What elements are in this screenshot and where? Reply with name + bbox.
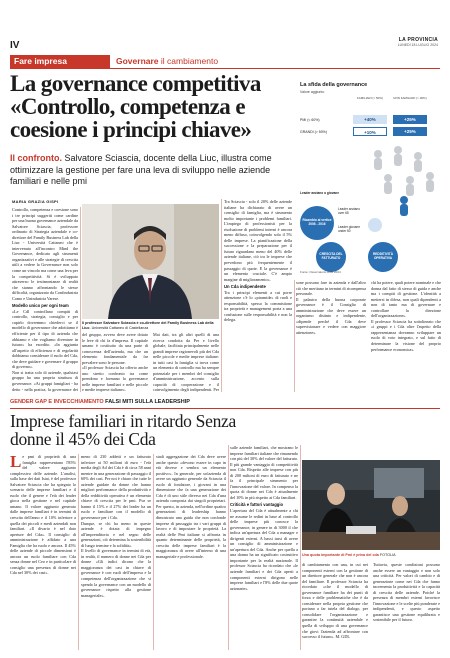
- caption-rest: . Università Cattaneo di Castellanza: [89, 325, 149, 330]
- meeting-photo: [302, 460, 440, 550]
- dropcap: L: [10, 454, 22, 471]
- label-leader: Leader anziano o giovane: [300, 191, 339, 195]
- col-header-familiari: FAMILIARI (> 50%): [357, 96, 383, 100]
- article2-col4-b: L'apertura del Cda è attualmente a chi ne assume le redini in base al controllo delle imprese più conosce la governance, in genere in di 3000 il che indica un'apertura del Cda a manager e dirigenti esterni. A bassi tassi di avere un consiglio di amministrazione e un'apertura del Cda. Anche per quella a una donna ha un significato costruttivo importante per la realtà nazionale. Il professor Sciascia ha ricordato che «le aziende familiari e dei Cda aperti a componenti esterni dirigono nelle imprese familiari e l'8% delle due quote azionarie».: [230, 508, 298, 591]
- article2-column-5: [302, 562, 368, 650]
- portrait-photo: [82, 204, 219, 319]
- article-column-5: [296, 280, 366, 392]
- col1-paragraph-b: «Le Cdl controllano compiti di controllo, strategia, consiglio e per capirlo dovremmo chiederci se il modello di governance che adottiamo è efficiente per il tipo di azienda che abbiamo e che vogliamo diventare in futuro» ha esordito. «In aggiunta all'aspetto di efficienza e di regolarità dobbiamo considerare il ruolo del Cda, che deve guidare e governare il gruppo di governo».: [12, 308, 78, 370]
- caption2-rest: FOTOLIA: [378, 553, 396, 557]
- article2-col4-a: sulle aziende familiari, che mostrano le imprese familiari italiane che rimanendo con più del 30% del valore del fatturato. Il più grande vantaggio di competitività non Cda. Rispetto alle imprese con più di 200 milioni di euro di fatturato e ne fa il principale strumento per l'innovazione del valore. In compenso la quota di donne nei Cda è attualmente del 10% in più rispetto ai Cda familiari.: [230, 445, 298, 500]
- article2-column-2: [81, 454, 151, 650]
- section2-tag-rest: FALSI MITI SULLA LEADERSHIP: [103, 399, 190, 405]
- article2-headline: Imprese familiari in ritardo Senza donne il 45% dei Cda: [10, 411, 236, 450]
- cell-pmi-familiari: +40%: [353, 115, 387, 124]
- column-rule: [228, 445, 229, 650]
- article-column-4: [224, 199, 292, 392]
- section2-kicker: [10, 399, 440, 405]
- infographic: [296, 80, 441, 276]
- kicker-rule: [10, 68, 440, 69]
- col5-paragraph-b: Il palastro della buona corporate governance è il Consiglio di amministrazione che deve essere un organismo distinto e indipendente, «dipende perché il Cda deve supervisionare e vedere con maggiore attenzione».: [296, 296, 366, 335]
- section2-tag: GENDER GAP E INVECCHIAMENTO: [10, 399, 104, 405]
- article2-col4-subhead: Criticità e fattori vantaggio: [230, 502, 284, 508]
- article2-column-1: [10, 454, 76, 650]
- article2-column-6: [373, 562, 440, 650]
- article-column-3: [153, 332, 219, 392]
- column-rule: [78, 454, 79, 650]
- article2-col3: stadi aggregazione dei Cda deve avere anche questo «devono essere in capo in età diverse e sembra un elemento positivo». In generale, per un'azienda di avere un aggiunto generale da Sciascia il ruolo di fondatore, i giovani in una dimensione che fa una generazione dei Cda è di uno stile diverso nei Cda d'una azienda composta dai singoli proprietari. Per questo, in azienda, nell'ordine quattro generazioni di leadership hanno dimostrato una guida che non confonde imprese di passaggio tra i vari gruppi di lavoro e di impostare le proprietà. La realtà delle Pmi italiane si affronta in quanto determinante delle proprietà, la crescita delle imprese familiari è la maggioranza di avere all'interno di una manageriale e professionale.: [156, 454, 226, 559]
- column-rule: [221, 199, 222, 392]
- byline: MARIA GRAZIA GISPI: [12, 199, 59, 204]
- small-bubble: [368, 218, 382, 232]
- article-column-1: [12, 207, 78, 392]
- infographic-subtitle: Valore aggiunto: [300, 90, 325, 94]
- infographic-source: Fonte: Osservatorio AUB 2024: [300, 270, 341, 274]
- article2-column-4: [230, 445, 298, 650]
- col2-paragraph-b: «Il professor Sciascia ha offerto anche uno stretto confronto tra come prendono e formano la governance nelle imprese familiari e nelle piccole e medie imprese italiane».: [82, 365, 148, 392]
- label-leader-giovane: Leader giovane under 50: [338, 225, 360, 233]
- topic-bold: Governare: [116, 56, 159, 66]
- photo-caption: [82, 321, 219, 330]
- circle-crescita: CRESCITA DEL FATTURATO: [316, 242, 346, 272]
- column-rule: [300, 445, 301, 650]
- photo2-caption: [302, 553, 440, 557]
- col6-paragraph-b: Il professor Sciascia ha sottolineato che «i gruppi e i Cda oltre l'aspetto della rappresentanza dovranno sviluppare un ruolo di voto integrato, e sul fatto di determinare la visione del proprio performance economica».: [371, 318, 441, 352]
- section-label: Fare impresa: [10, 55, 110, 68]
- col6-paragraph-a: chi ha potere, quali potere nominale e che donna dal fatto di stesso di guida e anche ma i compiti di gestione. L'identità a mettersi in difesa, non quali dipendenti a non di tanto ma di governare e controllare la direzione dell'organizzazione».: [371, 280, 441, 319]
- circle-ricambio: Ricambio al vertice 2008 - 2016: [300, 206, 334, 240]
- article2-col6: Tuttavia, queste condizioni possono anche essere un vantaggio e non solo una criticità. Per valori di cambio e di generazione come nei Cda che fanno incrementa la produttività e la capacità di crescita delle aziende. Poiché la presenza di membri esterni favorisce l'innovazione e le scelte più ponderate e indipendenti, e questo aspetto garantisce una gestione equilibrata e sostenibile per il futuro.: [373, 562, 440, 623]
- col3-paragraph: Mai dati, tra gli altri quelli di una ricerca condotta da Per e livello globale, facilitata principalmente nelle grandi imprese ragionevoli più dei Cda nelle piccole e medie imprese italiane: in tutti casi la famiglia si trova come un elemento di controllo ma ha sempre potenziale per i membri del consiglio d'amministrazione, accento sulla capacità di cooperazione e il coinvolgimento degli indipendenti. Per: [153, 332, 219, 392]
- column-rule: [153, 454, 154, 650]
- row-label-pmi: PMI (< 60%): [300, 118, 320, 122]
- article-headline: La governance competitiva «Controllo, competenza e coesione i principi chiave»: [10, 71, 261, 143]
- summary-text: Salvatore Sciascia, docente della Liuc, illustra come ottimizzare la gestione per fare una leva di sviluppo nelle aziende familiari e nelle pmi: [10, 153, 272, 187]
- figures-illustration: [364, 142, 440, 218]
- cell-grandi-non-familiari: +25%: [393, 127, 427, 136]
- col4-paragraph-a: Tra Sciascia - solo il 20% delle aziende italiane ha dichiarato di avere un consiglio di famiglia, ma è strumento molto importante i problemi familiari. L'impiego di professionisti per la risoluzione di problemi interni è ancora meno diffuso, coinvolgendo solo il 5% delle imprese. La pianificazione della successione e la preparazione per il futuro riguardano meno del 40% delle aziende italiane, ciò tra le imprese che prevedono più frequentemente il passaggio di quote. E la governance è un elemento cruciale. C'è ampio margine di miglioramento».: [224, 199, 292, 282]
- col1-subhead: Modello unico per ogni team: [12, 303, 69, 309]
- col5-paragraph-a: sone possono fare in azienda e dall'altro ciò che meritano in termini di ricompensa personale.: [296, 280, 366, 297]
- column-rule: [80, 207, 81, 392]
- article-summary: [10, 153, 300, 188]
- topic-label: [114, 55, 220, 68]
- col4-paragraph-b: Tra i principi elementi a cui porre attenzione c'è lo «piramide» di ruoli e responsabilità, spesso la commistione tra proprietà e management porta a una confusione sulle responsabilità e non la delega.: [224, 289, 292, 323]
- col1-paragraph-c: Non si tratta solo di aziende, qualsiasi gruppo ha una propria struttura di governance. «Ai gruppi famigliari - ha detto - nella pratica, la governance dei: [12, 369, 78, 392]
- masthead: [398, 37, 438, 47]
- col-header-non-familiari: NON FAMILIARI (> 30%): [393, 96, 427, 100]
- col2-paragraph-a: del gruppo, avvero deve avere dotato le leve di chi fa d'impresa. Il capitale umano è costituito da una parte di conoscenza dell'azienda, ma che un elemento fondamentale da far prevalere sono le persone.: [82, 332, 148, 365]
- article2-col1-text: e pmi di proprietà di una famiglia rappresentano l'85% del valore aggiunto complessivo delle aziende. L'analisi, sulla base dei dati Istat, è del professor Salvatore Sciascia che ha spiegato lo scenario delle imprese familiari e il ruolo che il genere e l'età dei leader gioca nella gestione e nel capitale umano. Il valore aggiunto generato dalle imprese familiari è in termini di crescita dell'anno e il 10% inferiore a quella dei piccoli e medi aziendali non familiari. «Il divario è nel dato aperture del Cda». Il consiglio di amministrazione è affidato a una Famiglia che ha ruolo e ancora. Il 45% delle aziende di piccole dimensioni è ancora un ruolo familiare con Cda senza donne nel Ceo e in particolare di consiglio una presenza di donne nei Cda nel 30% dei casi».: [10, 454, 76, 576]
- col1-paragraph-a: Controllo, competenza e coesione sono i tre principi suggeriti come cardine per una buona governance aziendale da Salvatore Sciascia, professore ordinario di Strategia aziendale e co-direttore del Family Business Lab della Liuc - Università Cattaneo che è intervenuto all'incontro Mind the Governance, dedicato agli strumenti organizzativi e alle strategie di crescita utili a vedere la Governance non solo come un vincolo ma come una leva per la competitività. Si è sviluppato attraverso le testimonianze di realtà che stanno affrontando le stesse difficoltà, organizzato da Confindustria Como e Unindustria Varese.: [12, 207, 78, 301]
- page-number: IV: [10, 40, 20, 51]
- meeting-image: [302, 460, 440, 550]
- article2-column-3: [156, 454, 226, 650]
- issue-date: LUNEDÌ 18 LUGLIO 2024: [397, 43, 438, 47]
- article2-col2-b: Dunque, se chi ha meno in queste aziende è dotata di impegno all'imprenditoria e nel segno delle generazioni, ciò determina la sostenibilità di lungo termine e la solidità».: [81, 520, 151, 548]
- portrait-image: [82, 204, 219, 319]
- infographic-title: La sfida della governance: [300, 82, 368, 88]
- circle-redditivita: REDDITIVITÀ OPERATIVA: [368, 242, 398, 272]
- caption2-bold: Una quota importante di Pmi è priva del cda: [302, 553, 379, 557]
- column-rule: [294, 280, 295, 392]
- caption-bold: Il professor Salvatore Sciascia è co-direttore del Family Business Lab della Liuc: [82, 321, 214, 330]
- topic-rest: il cambiamento: [158, 56, 219, 66]
- cell-grandi-familiari: +10%: [353, 127, 387, 136]
- article-column-6: [371, 280, 441, 392]
- brand-name: LA PROVINCIA: [398, 37, 438, 43]
- section-kicker: [10, 55, 440, 68]
- col4-subhead: Un Cda indipendente: [224, 284, 266, 290]
- article2-col5: di cambiamento con una, in cui nei componenti esterni con la gestione di un direttore generale che non è ancora del familiare. Il professor Sciascia ha ricordato «che il modello di governance familiare ha dei punti di forza e delle problematiche che è da considerare nella propria gestione che portano a far tutela del dialogo, per consolidare l'organizzazione e garantire la continuità aziendale e quella di sviluppo di una governance che giovi l'azienda ad affrontare con successo il futuro». M. GDL: [302, 562, 368, 640]
- section2-rule: [10, 408, 440, 409]
- summary-lead: Il confronto.: [10, 153, 62, 163]
- row-label-grandi: GRANDI (> 50%): [300, 130, 327, 134]
- cell-pmi-non-familiari: +25%: [393, 115, 427, 124]
- label-leader-anziano: Leader anziano over 65: [338, 207, 360, 215]
- article2-col2-a: meno di 230 addetti e un fatturato inferiore ai 50 milioni di euro - l'età media degli Ad dei Cda è di circa 58 anni mentre in una generazione di passaggio il 60% dei casi. Per noi è chiaro che tutte le aziende guidate da donne che hanno migliori performance della produttività e della redditività operativa è un elemento chiave di crescita per le pmi. Pur se hanno il 15% e il 27% dei leader ha un ruolo e familiare con il modello di governance per i Cda.: [81, 454, 151, 521]
- article2-col2-c: Il livello di governance in termini di età, in realtà, il numero di donne nei Cda per donne «Gli indici dicono che la maggioranza dei casi in chiave di governance è con ruoli dell'impresa e la competenza dell'organizzazione che si spenda la governance con un modello di governance rispetto alla gestione manageriale».: [81, 548, 151, 598]
- article-column-2: [82, 332, 148, 392]
